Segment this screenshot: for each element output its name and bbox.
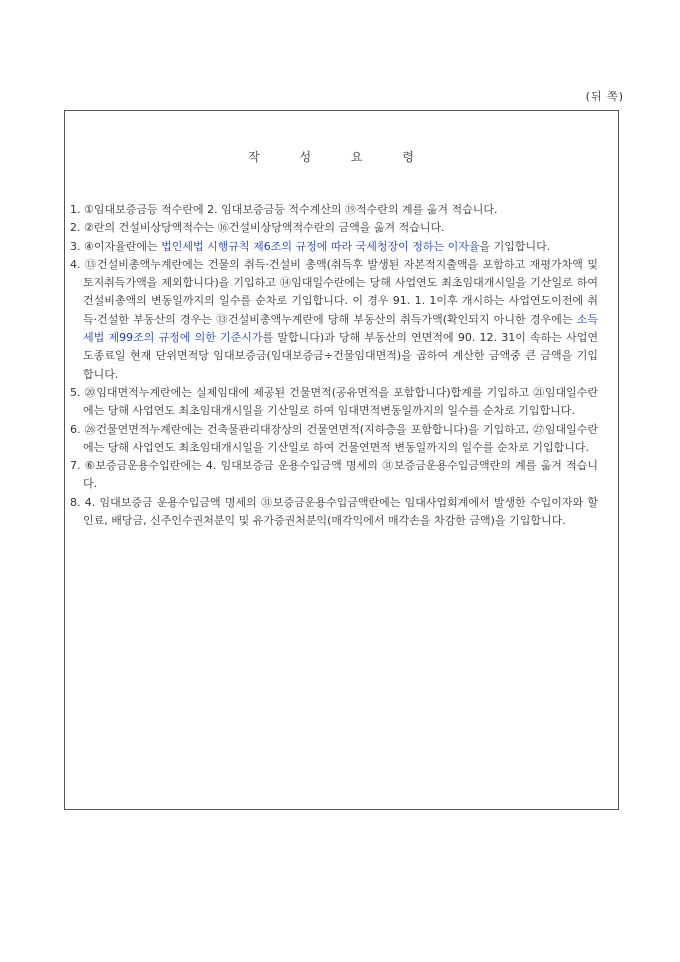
- list-item: 3. ④이자율란에는 법인세법 시행규칙 제6조의 규정에 따라 국세청장이 정하는 이자율을 기입합니다.: [70, 239, 551, 253]
- law-reference-link[interactable]: 법인세법 시행규칙 제6조의 규정에 따라 국세청장이 정하는 이자율: [161, 239, 480, 253]
- list-item: 2. ②란의 건설비상당액적수는 ⑯건설비상당액적수란의 금액을 옮겨 적습니다.: [70, 221, 445, 235]
- list-item: 6. ㉖건물연면적누계란에는 건축물관리대장상의 건물연면적(지하층을 포함합니다)을 기입하고, ㉗임대일수란에는 당해 사업연도 최초임대개시일을 기산일로 하여 건물연면적 변동일까지의 일수를 순차로 기입합니다.: [70, 422, 598, 454]
- page-title: 작 성 요 령: [248, 150, 432, 164]
- list-item: 1. ①임대보증금등 적수란에 2. 임대보증금등 적수계산의 ⑲적수란의 계를 옮겨 적습니다.: [70, 203, 498, 216]
- list-item: 5. ⑳임대면적누계란에는 실제임대에 제공된 건물면적(공유면적을 포함합니다)합계를 기입하고 ㉑임대일수란에는 당해 사업연도 최초임대개시일을 기산일로 하여 임대면적변동일까지의 일수를 순차로 기입합니다.: [70, 385, 598, 418]
- list-item: 7. ⑥보증금운용수입란에는 4. 임대보증금 운용수입금액 명세의 ㉛보증금운용수입금액란의 계를 옮겨 적습니다.: [70, 459, 598, 491]
- instruction-list: [70, 201, 598, 530]
- list-item: 4. ⑬건설비총액누계란에는 건물의 취득·건설비 총액(취득후 발생된 자본적지출액을 포함하고 재평가차액 및 토지취득가액을 제외합니다)을 기입하고 ⑭임대일수란에는 당해 사업연도 최초임대개시일을 기산일로 하여 건설비총액의 변동일까지의 일수를 순차로 기입합니다. 이 경우 91. 1. 1이후 개시하는 사업연도이전에 취득·건설한 부동산의 경우는 ⑬건설비총액누계란에 당해 부동산의 취득가액(확인되지 아니한 경우에는 소득세법 제99조의 규정에 의한 기준시가를 말합니다)과 당해 부동산의 연면적에 90. 12. 31이 속하는 사업연도종료일 현재 단위면적당 임대보증금(임대보증금÷건물임대면적)을 곱하여 계산한 금액중 큰 금액을 기입합니다.: [70, 257, 598, 381]
- law-reference-link[interactable]: 소득세법 제99조의 규정에 의한 기준시가: [83, 312, 598, 345]
- page-side-label: (뒤 쪽): [585, 90, 624, 103]
- list-item: 8. 4. 임대보증금 운용수입금액 명세의 ㉛보증금운용수입금액란에는 임대사업회계에서 발생한 수입이자와 할인료, 배당금, 신주인수권처분익 및 유가증권처분익(매각익에서 매각손을 차감한 금액)을 기입합니다.: [70, 495, 598, 528]
